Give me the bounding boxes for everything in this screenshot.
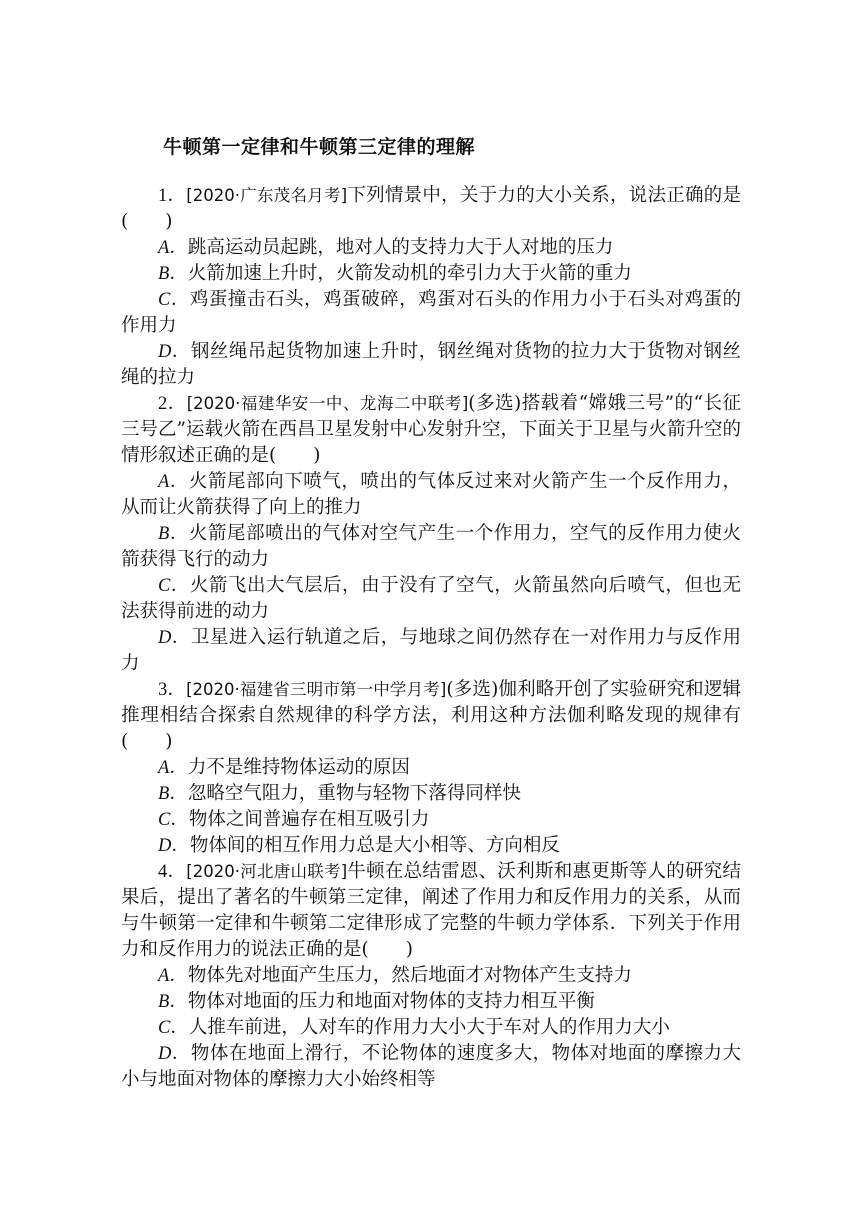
- question-text: 牛顿在总结雷恩、沃利斯和惠更斯等人的研究结果后，提出了著名的牛顿第三定律，阐述了作用力和反作用力的关系，从而与牛顿第一定律和牛顿第二定律形成了完整的牛顿力学体系．下列关于作用力和反作用力的说法正确的是( ): [121, 861, 741, 960]
- question-3: [121, 677, 741, 859]
- option-text: ．忽略空气阻力，重物与轻物下落得同样快: [169, 783, 521, 804]
- option-c: [121, 807, 741, 833]
- option-label: B: [158, 524, 170, 544]
- option-text: ．力不是维持物体运动的原因: [169, 757, 410, 778]
- option-d: [121, 339, 741, 391]
- option-c: [121, 573, 741, 625]
- option-label: D: [158, 1044, 172, 1064]
- option-text: ．人推车前进，人对车的作用力大小大于车对人的作用力大小: [170, 1017, 670, 1038]
- question-number: 3．: [158, 680, 187, 700]
- option-text: ．物体对地面的压力和地面对物体的支持力相互平衡: [169, 991, 595, 1012]
- option-a: [121, 469, 741, 521]
- option-label: B: [158, 784, 170, 804]
- option-b: [121, 781, 741, 807]
- question-1: [121, 183, 741, 391]
- section-title: 牛顿第一定律和牛顿第三定律的理解: [163, 136, 476, 158]
- option-text: ．火箭飞出大气层后，由于没有了空气，火箭虽然向后喷气，但也无法获得前进的动力: [121, 575, 741, 622]
- question-stem: [121, 859, 741, 963]
- option-c: [121, 287, 741, 339]
- option-c: [121, 1015, 741, 1041]
- option-text: ．卫星进入运行轨道之后，与地球之间仍然存在一对作用力与反作用力: [121, 627, 741, 674]
- option-label: A: [158, 966, 170, 986]
- question-source: [2020·河北唐山联考]: [186, 862, 348, 881]
- option-label: A: [158, 472, 170, 492]
- question-list: [121, 183, 741, 1093]
- option-b: [121, 521, 741, 573]
- question-stem: [121, 677, 741, 755]
- option-b: [121, 989, 741, 1015]
- option-text: ．物体先对地面产生压力，然后地面才对物体产生支持力: [169, 965, 632, 986]
- option-label: D: [158, 836, 172, 856]
- question-source: [2020·福建华安一中、龙海二中联考]: [186, 394, 469, 413]
- option-label: C: [158, 290, 171, 310]
- question-source: [2020·福建省三明市第一中学月考]: [186, 680, 447, 699]
- question-number: 1．: [158, 186, 187, 206]
- option-a: [121, 963, 741, 989]
- option-text: ．火箭尾部喷出的气体对空气产生一个作用力，空气的反作用力使火箭获得飞行的动力: [121, 523, 741, 570]
- option-label: D: [158, 342, 172, 362]
- option-b: [121, 261, 741, 287]
- question-stem: [121, 391, 741, 469]
- option-d: [121, 625, 741, 677]
- question-number: 2．: [158, 394, 187, 414]
- option-d: [121, 833, 741, 859]
- option-text: ．火箭加速上升时，火箭发动机的牵引力大于火箭的重力: [169, 263, 632, 284]
- option-text: ．物体之间普遍存在相互吸引力: [170, 809, 430, 830]
- question-stem: [121, 183, 741, 235]
- option-label: B: [158, 992, 170, 1012]
- option-d: [121, 1041, 741, 1093]
- option-text: ．物体在地面上滑行，不论物体的速度多大，物体对地面的摩擦力大小与地面对物体的摩擦力大小始终相等: [121, 1043, 741, 1090]
- question-text: 下列情景中，关于力的大小关系，说法正确的是( ): [121, 185, 741, 232]
- option-a: [121, 755, 741, 781]
- option-text: ．火箭尾部向下喷气，喷出的气体反过来对火箭产生一个反作用力，从而让火箭获得了向上的推力: [121, 471, 741, 518]
- option-label: A: [158, 238, 170, 258]
- question-source: [2020·广东茂名月考]: [186, 186, 348, 205]
- question-4: [121, 859, 741, 1093]
- option-label: C: [158, 810, 171, 830]
- question-2: [121, 391, 741, 677]
- option-label: C: [158, 1018, 171, 1038]
- question-text: (多选)搭载着“嫦娥三号”的“长征三号乙”运载火箭在西昌卫星发射中心发射升空，下面关于卫星与火箭升空的情形叙述正确的是( ): [121, 393, 741, 466]
- option-label: C: [158, 576, 171, 596]
- option-text: ．跳高运动员起跳，地对人的支持力大于人对地的压力: [169, 237, 614, 258]
- question-text: (多选)伽利略开创了实验研究和逻辑推理相结合探索自然规律的科学方法，利用这种方法伽利略发现的规律有( ): [121, 679, 741, 752]
- option-label: D: [158, 628, 172, 648]
- option-text: ．钢丝绳吊起货物加速上升时，钢丝绳对货物的拉力大于货物对钢丝绳的拉力: [121, 341, 741, 388]
- option-a: [121, 235, 741, 261]
- option-label: A: [158, 758, 170, 778]
- question-number: 4．: [158, 862, 187, 882]
- option-text: ．物体间的相互作用力总是大小相等、方向相反: [171, 835, 560, 856]
- option-text: ．鸡蛋撞击石头，鸡蛋破碎，鸡蛋对石头的作用力小于石头对鸡蛋的作用力: [121, 289, 741, 336]
- option-label: B: [158, 264, 170, 284]
